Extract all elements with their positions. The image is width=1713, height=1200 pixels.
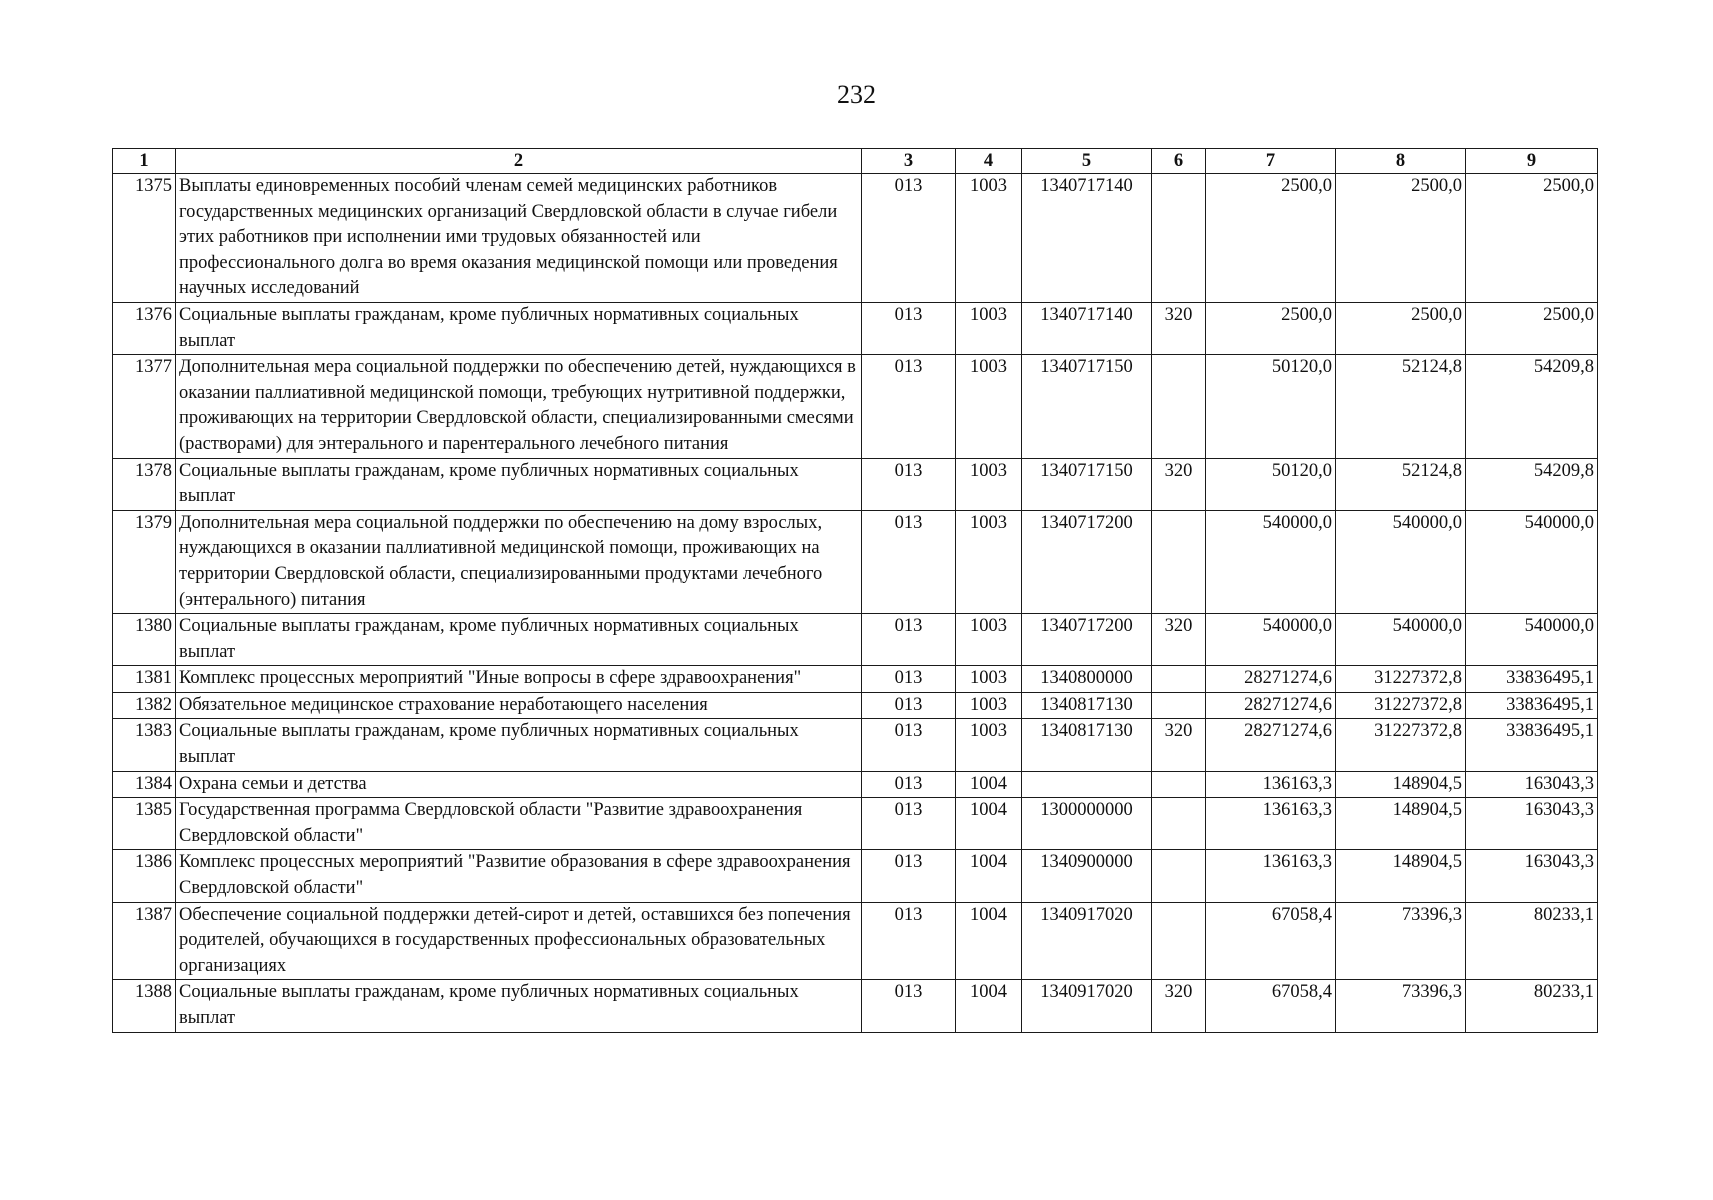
amount-col9-cell: 80233,1 [1466, 902, 1598, 980]
amount-col7-cell: 67058,4 [1206, 980, 1336, 1032]
target-article-cell: 1340717150 [1022, 355, 1152, 458]
expense-type-cell [1152, 355, 1206, 458]
amount-col9-cell: 54209,8 [1466, 355, 1598, 458]
page-number: 232 [837, 80, 876, 109]
column-header: 9 [1466, 149, 1598, 174]
table-row [113, 510, 1598, 613]
ministry-code-cell: 013 [862, 666, 956, 693]
header-row [113, 149, 1598, 174]
table-row [113, 666, 1598, 693]
amount-col7-cell: 28271274,6 [1206, 719, 1336, 771]
row-number-cell: 1378 [113, 458, 176, 510]
section-code-cell: 1004 [956, 771, 1022, 798]
row-name-cell: Дополнительная мера социальной поддержки по обеспечению на дому взрослых, нуждающихся в оказании паллиативной медицинской помощи, проживающих на территории Свердловской области, специализированными продуктами лечебного (энтерального) питания [176, 510, 862, 613]
row-number-cell: 1377 [113, 355, 176, 458]
expense-type-cell [1152, 174, 1206, 303]
target-article-cell: 1340717150 [1022, 458, 1152, 510]
column-header: 2 [176, 149, 862, 174]
amount-col7-cell: 136163,3 [1206, 798, 1336, 850]
expense-type-cell [1152, 666, 1206, 693]
amount-col8-cell: 52124,8 [1336, 355, 1466, 458]
row-number-cell: 1380 [113, 614, 176, 666]
row-number-cell: 1375 [113, 174, 176, 303]
section-code-cell: 1003 [956, 355, 1022, 458]
budget-table [112, 148, 1598, 1033]
amount-col9-cell: 2500,0 [1466, 302, 1598, 354]
ministry-code-cell: 013 [862, 719, 956, 771]
section-code-cell: 1004 [956, 902, 1022, 980]
row-number-cell: 1381 [113, 666, 176, 693]
row-number-cell: 1386 [113, 850, 176, 902]
row-number-cell: 1382 [113, 692, 176, 719]
section-code-cell: 1003 [956, 458, 1022, 510]
table-row [113, 614, 1598, 666]
row-name-cell: Социальные выплаты гражданам, кроме публичных нормативных социальных выплат [176, 980, 862, 1032]
ministry-code-cell: 013 [862, 771, 956, 798]
table-row [113, 458, 1598, 510]
row-name-cell: Социальные выплаты гражданам, кроме публичных нормативных социальных выплат [176, 614, 862, 666]
column-header: 5 [1022, 149, 1152, 174]
ministry-code-cell: 013 [862, 614, 956, 666]
row-number-cell: 1387 [113, 902, 176, 980]
row-name-cell: Обеспечение социальной поддержки детей-сирот и детей, оставшихся без попечения родителей, обучающихся в государственных профессиональных образовательных организациях [176, 902, 862, 980]
target-article-cell: 1340717200 [1022, 510, 1152, 613]
section-code-cell: 1003 [956, 302, 1022, 354]
ministry-code-cell: 013 [862, 902, 956, 980]
amount-col7-cell: 28271274,6 [1206, 692, 1336, 719]
target-article-cell: 1300000000 [1022, 798, 1152, 850]
expense-type-cell: 320 [1152, 302, 1206, 354]
table-row [113, 850, 1598, 902]
target-article-cell: 1340917020 [1022, 902, 1152, 980]
amount-col7-cell: 136163,3 [1206, 771, 1336, 798]
table-row [113, 174, 1598, 303]
expense-type-cell: 320 [1152, 614, 1206, 666]
ministry-code-cell: 013 [862, 980, 956, 1032]
amount-col9-cell: 540000,0 [1466, 614, 1598, 666]
amount-col7-cell: 2500,0 [1206, 174, 1336, 303]
amount-col8-cell: 148904,5 [1336, 771, 1466, 798]
ministry-code-cell: 013 [862, 798, 956, 850]
section-code-cell: 1004 [956, 798, 1022, 850]
expense-type-cell [1152, 798, 1206, 850]
amount-col8-cell: 31227372,8 [1336, 719, 1466, 771]
table-row [113, 798, 1598, 850]
amount-col7-cell: 2500,0 [1206, 302, 1336, 354]
row-number-cell: 1385 [113, 798, 176, 850]
amount-col9-cell: 54209,8 [1466, 458, 1598, 510]
amount-col7-cell: 136163,3 [1206, 850, 1336, 902]
column-header: 1 [113, 149, 176, 174]
ministry-code-cell: 013 [862, 174, 956, 303]
amount-col9-cell: 80233,1 [1466, 980, 1598, 1032]
amount-col8-cell: 2500,0 [1336, 302, 1466, 354]
row-name-cell: Социальные выплаты гражданам, кроме публичных нормативных социальных выплат [176, 719, 862, 771]
expense-type-cell: 320 [1152, 719, 1206, 771]
amount-col9-cell: 540000,0 [1466, 510, 1598, 613]
expense-type-cell: 320 [1152, 458, 1206, 510]
section-code-cell: 1003 [956, 719, 1022, 771]
table-row [113, 719, 1598, 771]
ministry-code-cell: 013 [862, 355, 956, 458]
row-number-cell: 1379 [113, 510, 176, 613]
row-name-cell: Социальные выплаты гражданам, кроме публичных нормативных социальных выплат [176, 458, 862, 510]
amount-col8-cell: 148904,5 [1336, 850, 1466, 902]
amount-col9-cell: 163043,3 [1466, 771, 1598, 798]
table-row [113, 771, 1598, 798]
row-number-cell: 1376 [113, 302, 176, 354]
ministry-code-cell: 013 [862, 850, 956, 902]
expense-type-cell [1152, 850, 1206, 902]
row-number-cell: 1383 [113, 719, 176, 771]
amount-col8-cell: 73396,3 [1336, 980, 1466, 1032]
ministry-code-cell: 013 [862, 510, 956, 613]
column-header: 3 [862, 149, 956, 174]
amount-col7-cell: 540000,0 [1206, 614, 1336, 666]
expense-type-cell: 320 [1152, 980, 1206, 1032]
column-header: 8 [1336, 149, 1466, 174]
section-code-cell: 1003 [956, 614, 1022, 666]
target-article-cell: 1340717140 [1022, 174, 1152, 303]
row-number-cell: 1388 [113, 980, 176, 1032]
row-name-cell: Комплекс процессных мероприятий "Развитие образования в сфере здравоохранения Свердловской области" [176, 850, 862, 902]
amount-col8-cell: 540000,0 [1336, 510, 1466, 613]
table-body [113, 174, 1598, 1033]
amount-col8-cell: 73396,3 [1336, 902, 1466, 980]
section-code-cell: 1003 [956, 510, 1022, 613]
target-article-cell: 1340717140 [1022, 302, 1152, 354]
amount-col9-cell: 33836495,1 [1466, 666, 1598, 693]
target-article-cell: 1340817130 [1022, 692, 1152, 719]
row-name-cell: Государственная программа Свердловской области "Развитие здравоохранения Свердловской области" [176, 798, 862, 850]
amount-col9-cell: 2500,0 [1466, 174, 1598, 303]
row-number-cell: 1384 [113, 771, 176, 798]
amount-col7-cell: 540000,0 [1206, 510, 1336, 613]
amount-col7-cell: 50120,0 [1206, 355, 1336, 458]
target-article-cell: 1340817130 [1022, 719, 1152, 771]
target-article-cell: 1340900000 [1022, 850, 1152, 902]
amount-col8-cell: 31227372,8 [1336, 666, 1466, 693]
amount-col9-cell: 33836495,1 [1466, 719, 1598, 771]
column-header: 4 [956, 149, 1022, 174]
row-name-cell: Социальные выплаты гражданам, кроме публичных нормативных социальных выплат [176, 302, 862, 354]
section-code-cell: 1003 [956, 174, 1022, 303]
amount-col7-cell: 67058,4 [1206, 902, 1336, 980]
amount-col8-cell: 31227372,8 [1336, 692, 1466, 719]
table-row [113, 980, 1598, 1032]
table-row [113, 692, 1598, 719]
section-code-cell: 1004 [956, 850, 1022, 902]
section-code-cell: 1003 [956, 666, 1022, 693]
amount-col9-cell: 33836495,1 [1466, 692, 1598, 719]
table-row [113, 355, 1598, 458]
expense-type-cell [1152, 510, 1206, 613]
ministry-code-cell: 013 [862, 692, 956, 719]
amount-col8-cell: 2500,0 [1336, 174, 1466, 303]
expense-type-cell [1152, 771, 1206, 798]
row-name-cell: Комплекс процессных мероприятий "Иные вопросы в сфере здравоохранения" [176, 666, 862, 693]
amount-col9-cell: 163043,3 [1466, 850, 1598, 902]
amount-col8-cell: 148904,5 [1336, 798, 1466, 850]
amount-col8-cell: 52124,8 [1336, 458, 1466, 510]
ministry-code-cell: 013 [862, 458, 956, 510]
expense-type-cell [1152, 692, 1206, 719]
section-code-cell: 1003 [956, 692, 1022, 719]
target-article-cell: 1340717200 [1022, 614, 1152, 666]
amount-col7-cell: 28271274,6 [1206, 666, 1336, 693]
ministry-code-cell: 013 [862, 302, 956, 354]
table-row [113, 902, 1598, 980]
target-article-cell: 1340800000 [1022, 666, 1152, 693]
expense-type-cell [1152, 902, 1206, 980]
target-article-cell: 1340917020 [1022, 980, 1152, 1032]
row-name-cell: Охрана семьи и детства [176, 771, 862, 798]
amount-col9-cell: 163043,3 [1466, 798, 1598, 850]
amount-col7-cell: 50120,0 [1206, 458, 1336, 510]
table-row [113, 302, 1598, 354]
row-name-cell: Дополнительная мера социальной поддержки по обеспечению детей, нуждающихся в оказании паллиативной медицинской помощи, требующих нутритивной поддержки, проживающих на территории Свердловской области, специализированными смесями (растворами) для энтерального и парентерального лечебного питания [176, 355, 862, 458]
target-article-cell [1022, 771, 1152, 798]
row-name-cell: Выплаты единовременных пособий членам семей медицинских работников государственных медицинских организаций Свердловской области в случае гибели этих работников при исполнении ими трудовых обязанностей или профессионального долга во время оказания медицинской помощи или проведения научных исследований [176, 174, 862, 303]
amount-col8-cell: 540000,0 [1336, 614, 1466, 666]
column-header: 7 [1206, 149, 1336, 174]
section-code-cell: 1004 [956, 980, 1022, 1032]
column-header: 6 [1152, 149, 1206, 174]
row-name-cell: Обязательное медицинское страхование неработающего населения [176, 692, 862, 719]
